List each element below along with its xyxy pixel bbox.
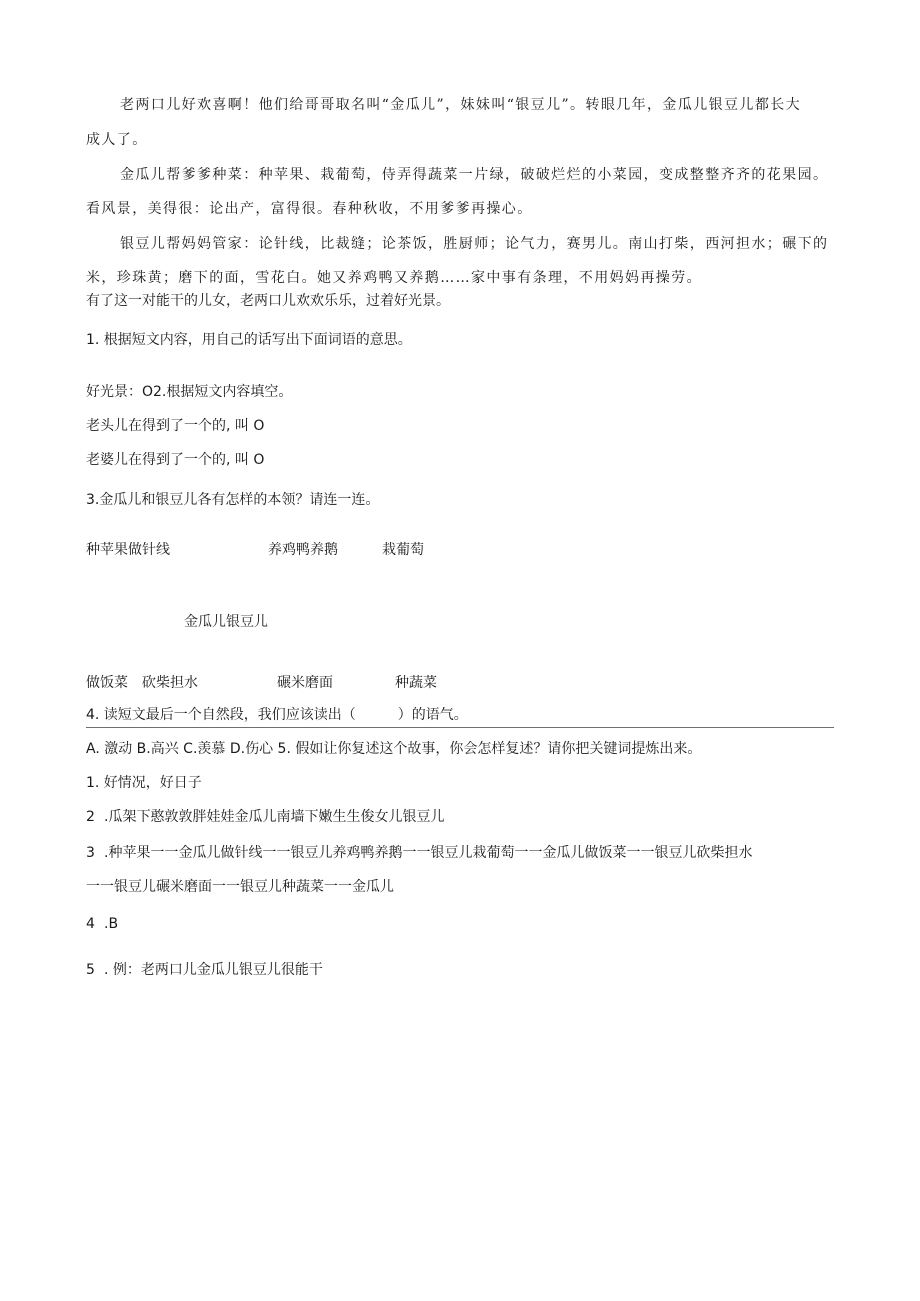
answer-4-number: 4 (86, 916, 95, 932)
match-top-item-3: 栽葡萄 (382, 542, 424, 558)
match-middle-names: 金瓜儿银豆儿 (184, 614, 268, 630)
passage-p2-line2: 看风景，美得很：论出产，富得很。春种秋收，不用爹爹再操心。 (86, 201, 533, 217)
answer-2: .瓜架下憨敦敦胖娃娃金瓜儿南墙下嫩生生俊女儿银豆儿 (104, 809, 445, 825)
passage-p3-line1: 银豆儿帮妈妈管家：论针线，比裁缝；论茶饭，胜厨师；论气力，赛男儿。南山打柴，西河担水；碾下的 (120, 236, 829, 252)
match-bottom-item-1: 做饭菜 (86, 675, 128, 691)
answer-4: .B (104, 916, 119, 932)
answer-5-number: 5 (86, 962, 95, 978)
question-2-b: 老婆儿在得到了一个的, 叫 O (86, 452, 265, 468)
match-bottom-item-4: 种蔬菜 (395, 675, 437, 691)
match-bottom-item-3: 碾米磨面 (277, 675, 333, 691)
question-2-a: 老头儿在得到了一个的, 叫 O (86, 418, 265, 434)
match-top-item-2: 养鸡鸭养鹅 (268, 542, 338, 558)
passage-p4-line1: 有了这一对能干的儿女，老两口儿欢欢乐乐，过着好光景。 (86, 293, 450, 309)
answer-2-number: 2 (86, 809, 95, 825)
passage-p3-line2: 米，珍珠黄；磨下的面，雪花白。她又养鸡鸭又养鹅……家中事有条理，不用妈妈再操劳。 (86, 270, 702, 286)
question-4-5-line: A. 激动 B.高兴 C.羡慕 D.伤心 5. 假如让你复述这个故事，你会怎样复述？请你把关键词提炼出来。 (86, 741, 702, 757)
answer-3-line2: 一一银豆儿碾米磨面一一银豆儿种蔬菜一一金瓜儿 (86, 879, 394, 895)
divider-line (86, 727, 834, 728)
match-top-item-1: 种苹果做针线 (86, 542, 170, 558)
question-1-2-line: 好光景：O2.根据短文内容填空。 (86, 384, 293, 400)
question-1: 1. 根据短文内容，用自己的话写出下面词语的意思。 (86, 332, 412, 348)
answer-3-line1: .种苹果一一金瓜儿做针线一一银豆儿养鸡鸭养鹅一一银豆儿栽葡萄一一金瓜儿做饭菜一一银豆儿砍柴担水 (104, 845, 753, 861)
answer-3-number: 3 (86, 845, 95, 861)
question-3: 3.金瓜儿和银豆儿各有怎样的本领？请连一连。 (86, 492, 380, 508)
passage-p2-line1: 金瓜儿帮爹爹种菜：种苹果、栽葡萄，侍弄得蔬菜一片绿，破破烂烂的小菜园，变成整整齐齐的花果园。 (120, 167, 829, 183)
answer-5: . 例：老两口儿金瓜儿银豆儿很能干 (104, 962, 323, 978)
passage-p1-line2: 成人了。 (86, 132, 148, 148)
match-bottom-item-2: 砍柴担水 (142, 675, 198, 691)
answer-1: 1. 好情况，好日子 (86, 775, 202, 791)
question-4: 4. 读短文最后一个自然段，我们应该读出（ ）的语气。 (86, 707, 468, 723)
passage-p1-line1: 老两口儿好欢喜啊！他们给哥哥取名叫“金瓜儿”，妹妹叫“银豆儿”。转眼几年，金瓜儿银豆儿都长大 (120, 97, 802, 113)
